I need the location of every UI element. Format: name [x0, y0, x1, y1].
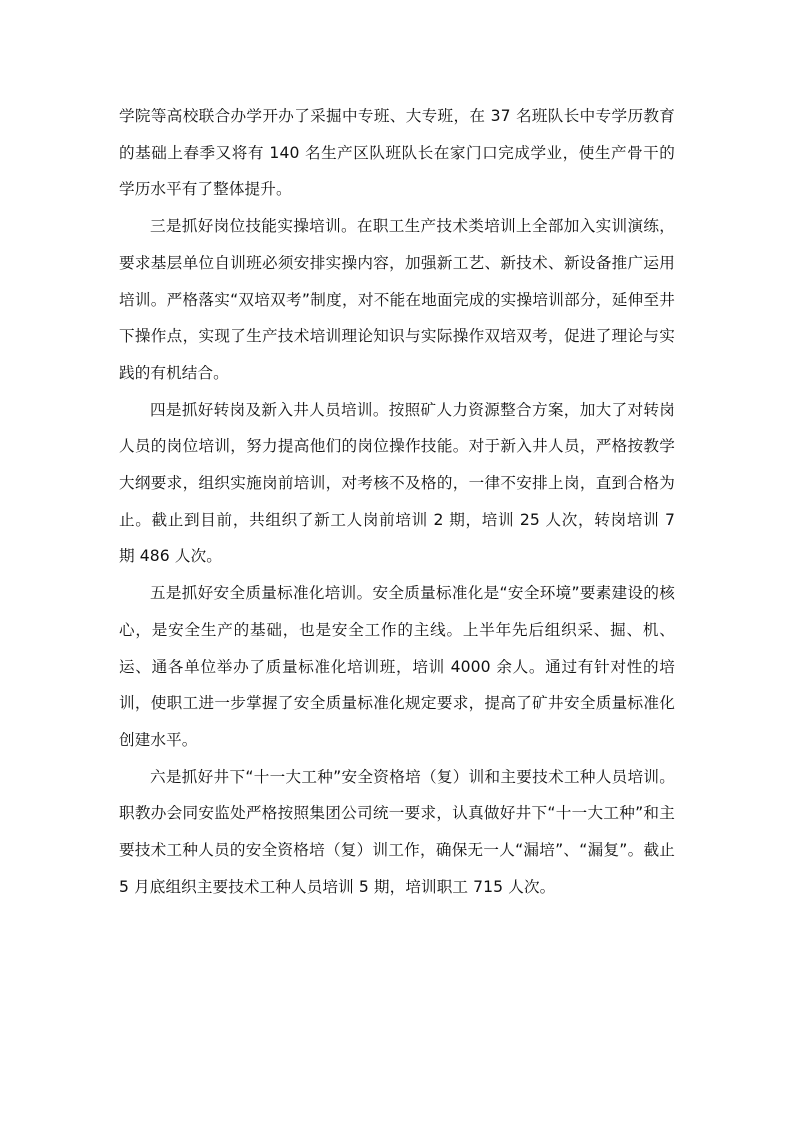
- document-body: [119, 98, 675, 905]
- paragraph-item-3: 三是抓好岗位技能实操培训。在职工生产技术类培训上全部加入实训演练，要求基层单位自训班必须安排实操内容，加强新工艺、新技术、新设备推广运用培训。严格落实“双培双考”制度，对不能在地面完成的实操培训部分，延伸至井下操作点，实现了生产技术培训理论知识与实际操作双培双考，促进了理论与实践的有机结合。: [119, 217, 675, 382]
- paragraph-item-5: 五是抓好安全质量标准化培训。安全质量标准化是“安全环境”要素建设的核心，是安全生产的基础，也是安全工作的主线。上半年先后组织采、掘、机、运、通各单位举办了质量标准化培训班，培训 4000 余人。通过有针对性的培训，使职工进一步掌握了安全质量标准化规定要求，提高了矿井安全质量标准化创建水平。: [119, 584, 675, 749]
- paragraph-item-4: 四是抓好转岗及新入井人员培训。按照矿人力资源整合方案，加大了对转岗人员的岗位培训，努力提高他们的岗位操作技能。对于新入井人员，严格按教学大纲要求，组织实施岗前培训，对考核不及格的，一律不安排上岗，直到合格为止。截止到目前，共组织了新工人岗前培训 2 期，培训 25 人次，转岗培训 7 期 486 人次。: [119, 400, 675, 566]
- paragraph-continuation: 学院等高校联合办学开办了采掘中专班、大专班，在 37 名班队长中专学历教育的基础上春季又将有 140 名生产区队班队长在家门口完成学业，使生产骨干的学历水平有了整体提升。: [119, 107, 675, 199]
- paragraph-item-6: 六是抓好井下“十一大工种”安全资格培（复）训和主要技术工种人员培训。职教办会同安监处严格按照集团公司统一要求，认真做好井下“十一大工种”和主要技术工种人员的安全资格培（复）训工作，确保无一人“漏培”、“漏复”。截止 5 月底组织主要技术工种人员培训 5 期，培训职工 715 人次。: [119, 767, 675, 896]
